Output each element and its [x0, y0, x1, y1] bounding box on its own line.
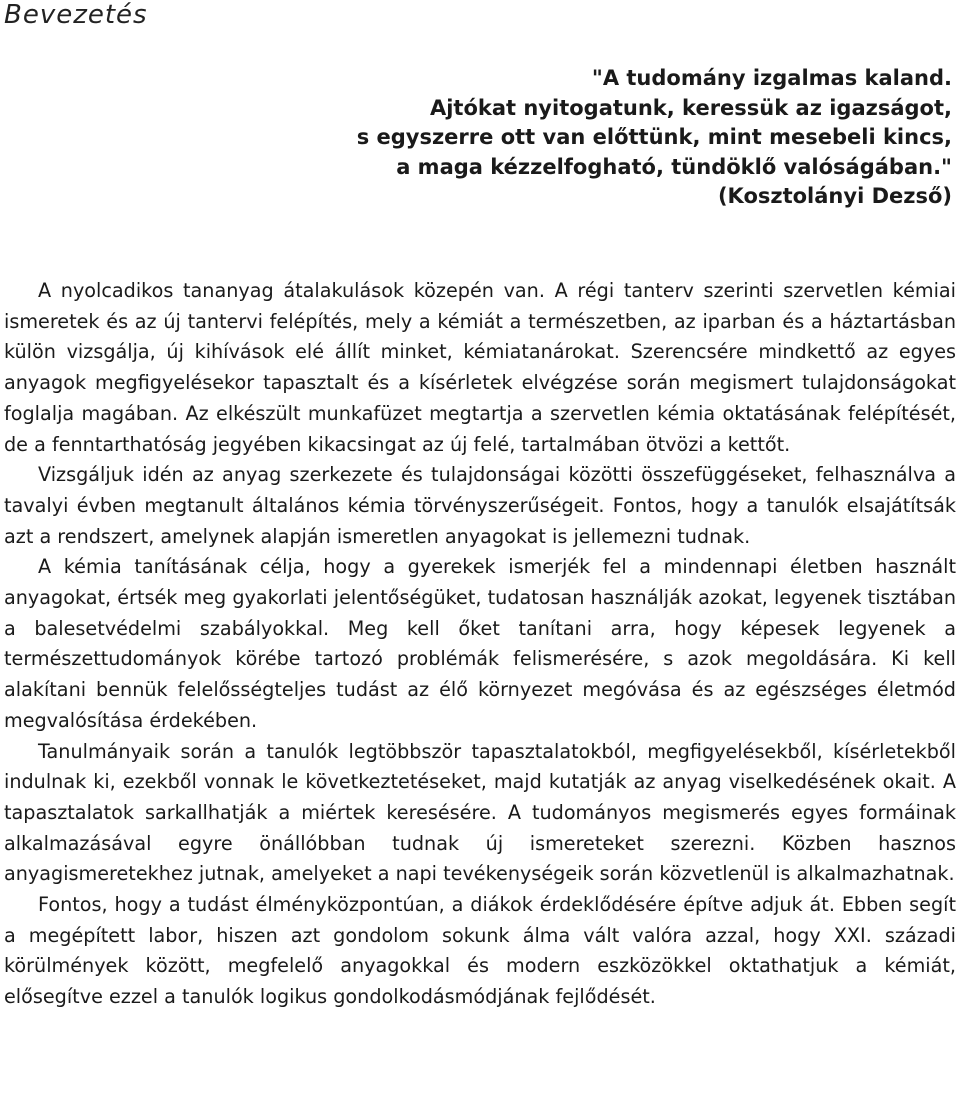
- paragraph: Fontos, hogy a tudást élményközpontúan, a diákok érdeklődésére építve adjuk át. Ebben segít a megépített labor, hiszen azt gondolom sokunk álma vált valóra azzal, hogy XXI. századi körülmények között, megfelelő anyagokkal és modern eszközökkel oktathatjuk a kémiát, elősegítve ezzel a tanulók logikus gondolkodásmódjának fejlődését.: [4, 893, 956, 1009]
- quote-line: a maga kézzelfogható, tündöklő valóságában.": [396, 154, 952, 179]
- paragraph: A kémia tanításának célja, hogy a gyerekek ismerjék fel a mindennapi életben használt anyagokat, értsék meg gyakorlati jelentőségüket, tudatosan használják azokat, legyenek tisztában a balesetvédelmi szabályokkal. Meg kell őket tanítani arra, hogy képesek legyenek a természettudományok körébe tartozó problémák felismerésére, s azok megoldására. Ki kell alakítani bennük felelősségteljes tudást az élő környezet megóvása és az egészséges életmód megvalósítása érdekében.: [4, 555, 956, 732]
- section-heading: Bevezetés: [4, 0, 148, 30]
- epigraph-quote: [357, 64, 952, 212]
- paragraph: Tanulmányaik során a tanulók legtöbbször tapasztalatokból, megfigyelésekből, kísérletekből indulnak ki, ezekből vonnak le következtetéseket, majd kutatják az anyag viselkedésének okait. A tapasztalatok sarkallhatják a miértek keresésére. A tudományos megismerés egyes formáinak alkalmazásával egyre önállóbban tudnak új ismereteket szerezni. Közben hasznos anyagismeretekhez jutnak, amelyeket a napi tevékenységeik során közvetlenül is alkalmazhatnak.: [4, 739, 956, 886]
- paragraph: Vizsgáljuk idén az anyag szerkezete és tulajdonságai közötti összefüggéseket, felhasználva a tavalyi évben megtanult általános kémia törvényszerűségeit. Fontos, hogy a tanulók elsajátítsák azt a rendszert, amelynek alapján ismeretlen anyagokat is jellemezni tudnak.: [4, 463, 956, 548]
- quote-line: s egyszerre ott van előttünk, mint mesebeli kincs,: [356, 125, 952, 149]
- paragraph: A nyolcadikos tananyag átalakulások közepén van. A régi tanterv szerinti szervetlen kémiai ismeretek és az új tantervi felépítés, mely a kémiát a természetben, az iparban és a háztartásban külön vizsgálja, új kihívások elé állít minket, kémiatanárokat. Szerencsére mindkettő az egyes anyagok megfigyelésekor tapasztalt és a kísérletek elvégzése során megismert tulajdonságokat foglalja magában. Az elkészült munkafüzet megtartja a szervetlen kémia oktatásának felépítését, de a fenntarthatóság jegyében kikacsingat az új felé, tartalmában ötvözi a kettőt.: [4, 279, 956, 456]
- quote-author: (Kosztolányi Dezső): [717, 184, 952, 208]
- quote-line: "A tudomány izgalmas kaland.: [591, 66, 952, 90]
- quote-line: Ajtókat nyitogatunk, keressük az igazságot,: [429, 95, 952, 120]
- body-text: [4, 276, 956, 1013]
